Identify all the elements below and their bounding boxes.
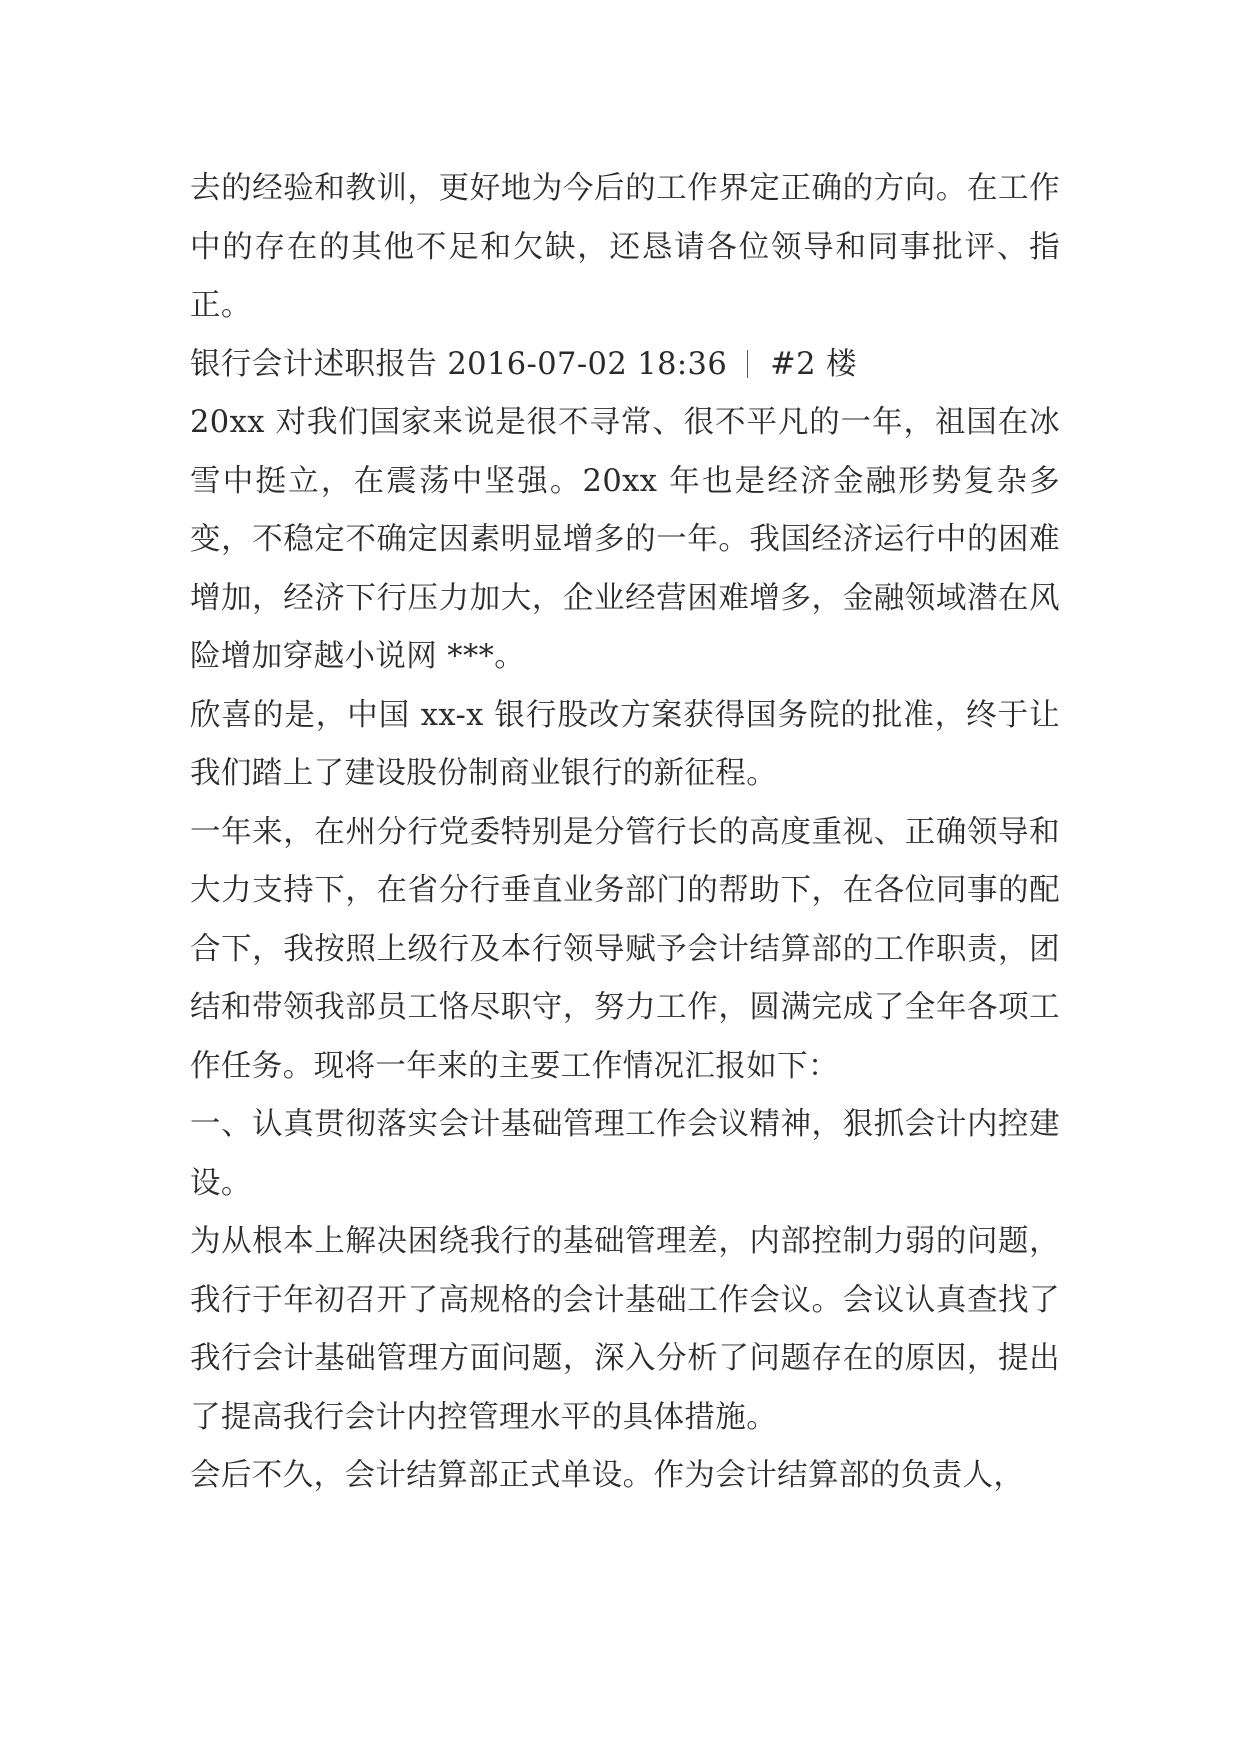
post-floor: #2 楼	[770, 346, 857, 382]
document-body	[190, 160, 1060, 1506]
paragraph: 会后不久，会计结算部正式单设。作为会计结算部的负责人，	[190, 1458, 1025, 1493]
paragraph: 为从根本上解决困绕我行的基础管理差，内部控制力弱的问题，我行于年初召开了高规格的会计基础工作会议。会议认真查找了我行会计基础管理方面问题，深入分析了问题存在的原因，提出了提高我行会计内控管理水平的具体措施。	[190, 1224, 1060, 1435]
post-title: 银行会计述职报告	[190, 346, 438, 382]
paragraph: 一年来，在州分行党委特别是分管行长的高度重视、正确领导和大力支持下，在省分行垂直业务部门的帮助下，在各位同事的配合下，我按照上级行及本行领导赋予会计结算部的工作职责，团结和带领我部员工恪尽职守，努力工作，圆满完成了全年各项工作任务。现将一年来的主要工作情况汇报如下：	[190, 814, 1060, 1084]
continued-paragraph: 去的经验和教训，更好地为今后的工作界定正确的方向。在工作中的存在的其他不足和欠缺，还恳请各位领导和同事批评、指正。	[190, 171, 1060, 323]
paragraph: 欣喜的是，中国 xx-x 银行股改方案获得国务院的批准，终于让我们踏上了建设股份制商业银行的新征程。	[190, 697, 1060, 791]
post-separator	[747, 350, 748, 378]
paragraph: 20xx 对我们国家来说是很不寻常、很不平凡的一年，祖国在冰雪中挺立，在震荡中坚强。20xx 年也是经济金融形势复杂多变，不稳定不确定因素明显增多的一年。我国经济运行中的困难增加，经济下行压力加大，企业经营困难增多，金融领域潜在风险增加穿越小说网 ***。	[190, 405, 1060, 674]
post-datetime: 2016-07-02 18:36	[447, 346, 728, 382]
post-header	[190, 336, 1060, 395]
section-heading: 一、认真贯彻落实会计基础管理工作会议精神，狠抓会计内控建设。	[190, 1107, 1060, 1201]
